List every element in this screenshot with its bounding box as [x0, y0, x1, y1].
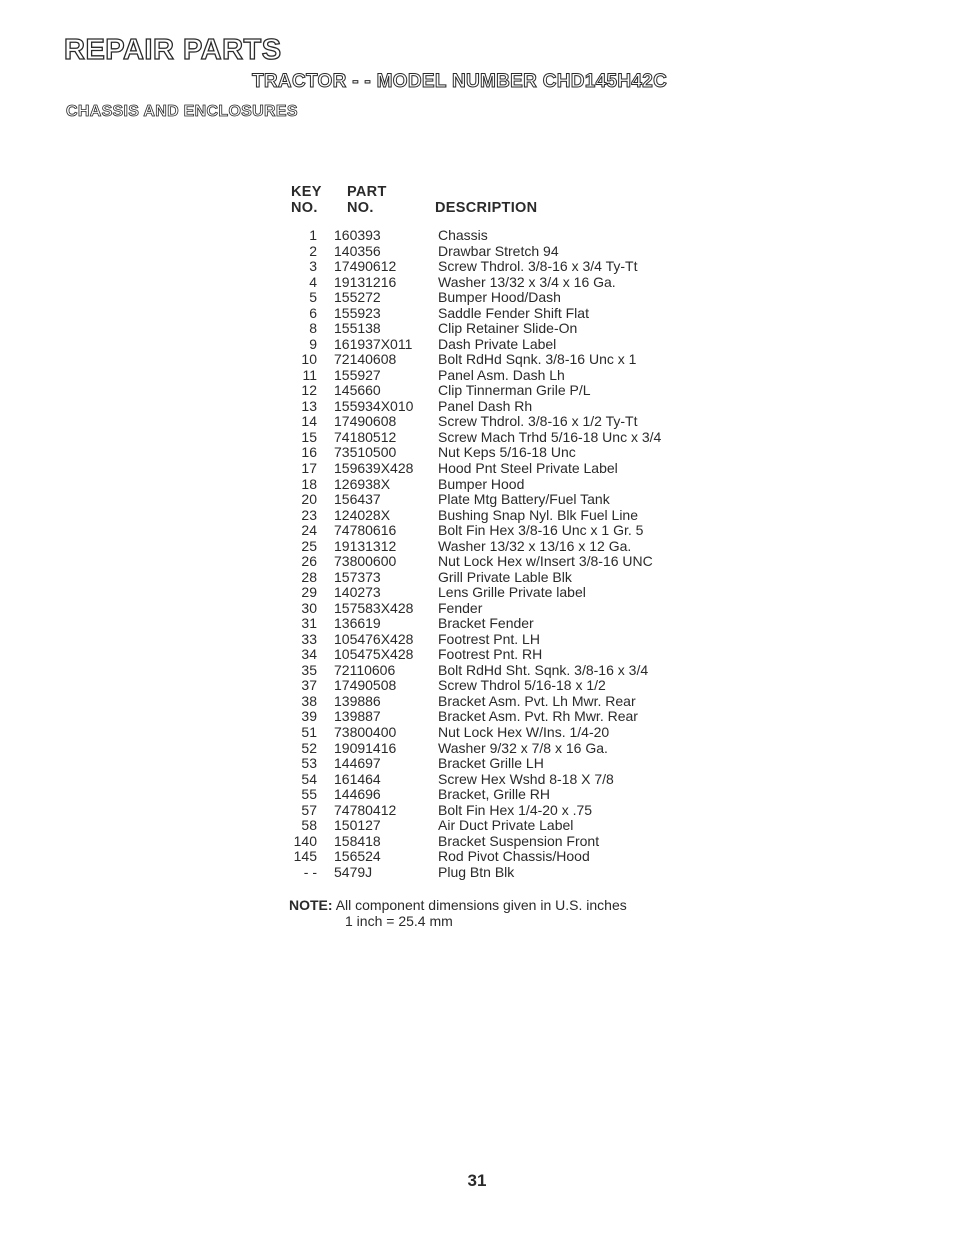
table-row — [0, 694, 954, 710]
key-no-cell: 53 — [301, 755, 317, 772]
key-no-cell: 26 — [301, 553, 317, 570]
part-no-cell: 74780616 — [334, 522, 397, 539]
key-no-cell: 25 — [301, 537, 317, 554]
key-header-line2: NO. — [291, 200, 318, 216]
key-no-cell: 145 — [293, 848, 317, 865]
part-no-cell: 159639X428 — [334, 459, 414, 476]
key-no-cell: 4 — [309, 273, 317, 290]
key-no-cell: 2 — [309, 242, 317, 259]
description-cell: Screw Mach Trhd 5/16-18 Unc x 3/4 — [438, 428, 662, 445]
key-no-cell: 29 — [301, 584, 317, 601]
part-no-cell: 158418 — [334, 832, 381, 849]
key-no-cell: 35 — [301, 661, 317, 678]
description-cell: Footrest Pnt. LH — [438, 630, 540, 647]
table-row — [0, 865, 954, 881]
table-row — [0, 508, 954, 524]
description-cell: Washer 9/32 x 7/8 x 16 Ga. — [438, 739, 608, 756]
description-cell: Dash Private Label — [438, 335, 557, 352]
table-row — [0, 306, 954, 322]
description-cell: Fender — [438, 599, 483, 616]
part-no-cell: 144696 — [334, 786, 381, 803]
table-row — [0, 741, 954, 757]
key-no-header — [291, 184, 322, 216]
table-row — [0, 818, 954, 834]
key-no-cell: 17 — [301, 459, 317, 476]
table-row — [0, 678, 954, 694]
page-number: 31 — [467, 1171, 487, 1190]
description-cell: Clip Tinnerman Grile P/L — [438, 382, 591, 399]
description-cell: Chassis — [438, 227, 488, 243]
part-no-cell: 139887 — [334, 708, 381, 725]
key-no-cell: 51 — [301, 724, 317, 740]
key-no-cell: 30 — [301, 599, 317, 616]
description-cell: Plug Btn Blk — [438, 863, 515, 880]
description-cell: Footrest Pnt. RH — [438, 646, 543, 663]
key-no-cell: - - — [303, 863, 317, 880]
key-no-cell: 57 — [301, 801, 317, 818]
table-row — [0, 477, 954, 493]
description-cell: Bracket Suspension Front — [438, 832, 600, 849]
table-row — [0, 787, 954, 803]
description-header: DESCRIPTION — [435, 200, 538, 216]
key-no-cell: 10 — [301, 351, 317, 368]
part-header-line1: PART — [347, 184, 387, 200]
description-cell: Saddle Fender Shift Flat — [438, 304, 589, 321]
part-no-cell: 73800600 — [334, 553, 397, 570]
section-title: CHASSIS AND ENCLOSURES — [66, 103, 298, 120]
table-row — [0, 445, 954, 461]
part-no-cell: 156524 — [334, 848, 381, 865]
part-no-cell: 145660 — [334, 382, 381, 399]
part-no-cell: 155272 — [334, 289, 381, 306]
table-row — [0, 321, 954, 337]
part-no-cell: 144697 — [334, 755, 381, 772]
description-cell: Bracket Asm. Pvt. Lh Mwr. Rear — [438, 692, 636, 709]
model-subtitle: TRACTOR - - MODEL NUMBER CHD145H42C — [252, 71, 668, 92]
part-no-cell: 156437 — [334, 491, 381, 508]
description-cell: Panel Dash Rh — [438, 397, 533, 414]
table-row — [0, 570, 954, 586]
description-cell: Screw Thdrol 5/16-18 x 1/2 — [438, 677, 606, 694]
key-no-cell: 12 — [301, 382, 317, 399]
description-cell: Nut Keps 5/16-18 Unc — [438, 444, 576, 461]
table-row — [0, 368, 954, 384]
table-row — [0, 725, 954, 741]
part-no-cell: 17490608 — [334, 413, 397, 430]
key-no-cell: 6 — [309, 304, 317, 321]
part-no-cell: 157373 — [334, 568, 381, 585]
key-no-cell: 18 — [301, 475, 317, 492]
key-no-cell: 39 — [301, 708, 317, 725]
table-row — [0, 803, 954, 819]
key-no-cell: 58 — [301, 817, 317, 834]
key-no-cell: 38 — [301, 692, 317, 709]
part-no-cell: 155927 — [334, 366, 381, 383]
key-no-cell: 140 — [293, 832, 317, 849]
description-cell: Screw Thdrol. 3/8-16 x 1/2 Ty-Tt — [438, 413, 638, 430]
part-no-cell: 160393 — [334, 227, 381, 243]
description-cell: Bumper Hood/Dash — [438, 289, 561, 306]
key-no-cell: 31 — [301, 615, 317, 632]
description-cell: Bolt RdHd Sht. Sqnk. 3/8-16 x 3/4 — [438, 661, 649, 678]
description-cell: Air Duct Private Label — [438, 817, 574, 834]
table-row — [0, 228, 954, 244]
note-line2: 1 inch = 25.4 mm — [345, 913, 453, 929]
part-no-cell: 155138 — [334, 320, 381, 337]
table-row — [0, 352, 954, 368]
part-no-cell: 124028X — [334, 506, 391, 523]
table-row — [0, 523, 954, 539]
key-no-cell: 11 — [302, 366, 317, 383]
note-label: NOTE: — [289, 897, 333, 913]
description-cell: Drawbar Stretch 94 — [438, 242, 559, 259]
table-row — [0, 414, 954, 430]
description-cell: Bolt Fin Hex 1/4-20 x .75 — [438, 801, 593, 818]
description-cell: Nut Lock Hex W/Ins. 1/4-20 — [438, 724, 610, 740]
key-no-cell: 34 — [301, 646, 317, 663]
part-no-cell: 155934X010 — [334, 397, 414, 414]
table-row — [0, 399, 954, 415]
part-no-cell: 140356 — [334, 242, 381, 259]
key-no-cell: 23 — [301, 506, 317, 523]
part-no-cell: 17490508 — [334, 677, 397, 694]
part-no-cell: 74180512 — [334, 428, 397, 445]
table-row — [0, 244, 954, 260]
table-row — [0, 290, 954, 306]
key-no-cell: 15 — [301, 428, 317, 445]
table-row — [0, 461, 954, 477]
table-row — [0, 275, 954, 291]
description-cell: Bracket, Grille RH — [438, 786, 551, 803]
description-cell: Washer 13/32 x 13/16 x 12 Ga. — [438, 537, 632, 554]
part-no-cell: 17490612 — [334, 258, 397, 275]
dimension-note — [289, 897, 627, 929]
part-no-cell: 74780412 — [334, 801, 397, 818]
description-cell: Bracket Asm. Pvt. Rh Mwr. Rear — [438, 708, 638, 725]
key-header-line1: KEY — [291, 184, 322, 200]
part-no-header — [347, 184, 387, 216]
table-row — [0, 663, 954, 679]
part-no-cell: 72110606 — [334, 661, 396, 678]
part-no-cell: 150127 — [334, 817, 381, 834]
key-no-cell: 3 — [309, 258, 317, 275]
part-no-cell: 19131216 — [334, 273, 397, 290]
description-cell: Plate Mtg Battery/Fuel Tank — [438, 491, 610, 508]
part-no-cell: 73800400 — [334, 724, 397, 740]
part-no-cell: 157583X428 — [334, 599, 414, 616]
part-no-cell: 19091416 — [334, 739, 397, 756]
part-no-cell: 72140608 — [334, 351, 397, 368]
table-row — [0, 709, 954, 725]
table-row — [0, 772, 954, 788]
table-row — [0, 585, 954, 601]
key-no-cell: 20 — [301, 491, 317, 508]
part-no-cell: 136619 — [334, 615, 381, 632]
table-row — [0, 834, 954, 850]
description-cell: Panel Asm. Dash Lh — [438, 366, 565, 383]
description-cell: Bracket Fender — [438, 615, 534, 632]
description-cell: Bolt RdHd Sqnk. 3/8-16 Unc x 1 — [438, 351, 637, 368]
description-cell: Hood Pnt Steel Private Label — [438, 459, 618, 476]
description-cell: Screw Hex Wshd 8-18 X 7/8 — [438, 770, 614, 787]
table-row — [0, 849, 954, 865]
table-row — [0, 539, 954, 555]
note-line1: All component dimensions given in U.S. inches — [335, 897, 627, 913]
table-row — [0, 632, 954, 648]
key-no-cell: 8 — [309, 320, 317, 337]
table-row — [0, 383, 954, 399]
part-no-cell: 105475X428 — [334, 646, 414, 663]
table-row — [0, 647, 954, 663]
table-row — [0, 601, 954, 617]
table-row — [0, 259, 954, 275]
description-cell: Bushing Snap Nyl. Blk Fuel Line — [438, 506, 638, 523]
description-cell: Grill Private Lable Blk — [438, 568, 572, 585]
description-cell: Lens Grille Private label — [438, 584, 586, 601]
part-no-cell: 105476X428 — [334, 630, 414, 647]
part-no-cell: 19131312 — [334, 537, 397, 554]
table-row — [0, 337, 954, 353]
description-cell: Rod Pivot Chassis/Hood — [438, 848, 590, 865]
key-no-cell: 5 — [309, 289, 317, 306]
part-no-cell: 5479J — [334, 863, 373, 880]
key-no-cell: 13 — [301, 397, 317, 414]
table-row — [0, 756, 954, 772]
table-row — [0, 492, 954, 508]
description-cell: Screw Thdrol. 3/8-16 x 3/4 Ty-Tt — [438, 258, 638, 275]
part-no-cell: 73510500 — [334, 444, 397, 461]
description-cell: Nut Lock Hex w/Insert 3/8-16 UNC — [438, 553, 653, 570]
description-cell: Clip Retainer Slide-On — [438, 320, 578, 337]
description-cell: Bumper Hood — [438, 475, 525, 492]
table-row — [0, 430, 954, 446]
key-no-cell: 37 — [301, 677, 317, 694]
key-no-cell: 55 — [301, 786, 317, 803]
key-no-cell: 28 — [301, 568, 317, 585]
key-no-cell: 24 — [301, 522, 317, 539]
page-title: REPAIR PARTS — [64, 34, 282, 66]
key-no-cell: 52 — [301, 739, 317, 756]
key-no-cell: 9 — [309, 335, 317, 352]
table-row — [0, 616, 954, 632]
part-header-line2: NO. — [347, 200, 374, 216]
table-row — [0, 554, 954, 570]
part-no-cell: 161937X011 — [334, 335, 413, 352]
parts-list — [0, 228, 954, 880]
description-cell: Bracket Grille LH — [438, 755, 544, 772]
part-no-cell: 126938X — [334, 475, 391, 492]
key-no-cell: 33 — [301, 630, 317, 647]
part-no-cell: 140273 — [334, 584, 381, 601]
key-no-cell: 1 — [309, 227, 317, 243]
part-no-cell: 161464 — [334, 770, 381, 787]
description-cell: Bolt Fin Hex 3/8-16 Unc x 1 Gr. 5 — [438, 522, 644, 539]
key-no-cell: 54 — [301, 770, 317, 787]
description-cell: Washer 13/32 x 3/4 x 16 Ga. — [438, 273, 616, 290]
key-no-cell: 14 — [301, 413, 317, 430]
part-no-cell: 155923 — [334, 304, 381, 321]
part-no-cell: 139886 — [334, 692, 381, 709]
key-no-cell: 16 — [301, 444, 317, 461]
